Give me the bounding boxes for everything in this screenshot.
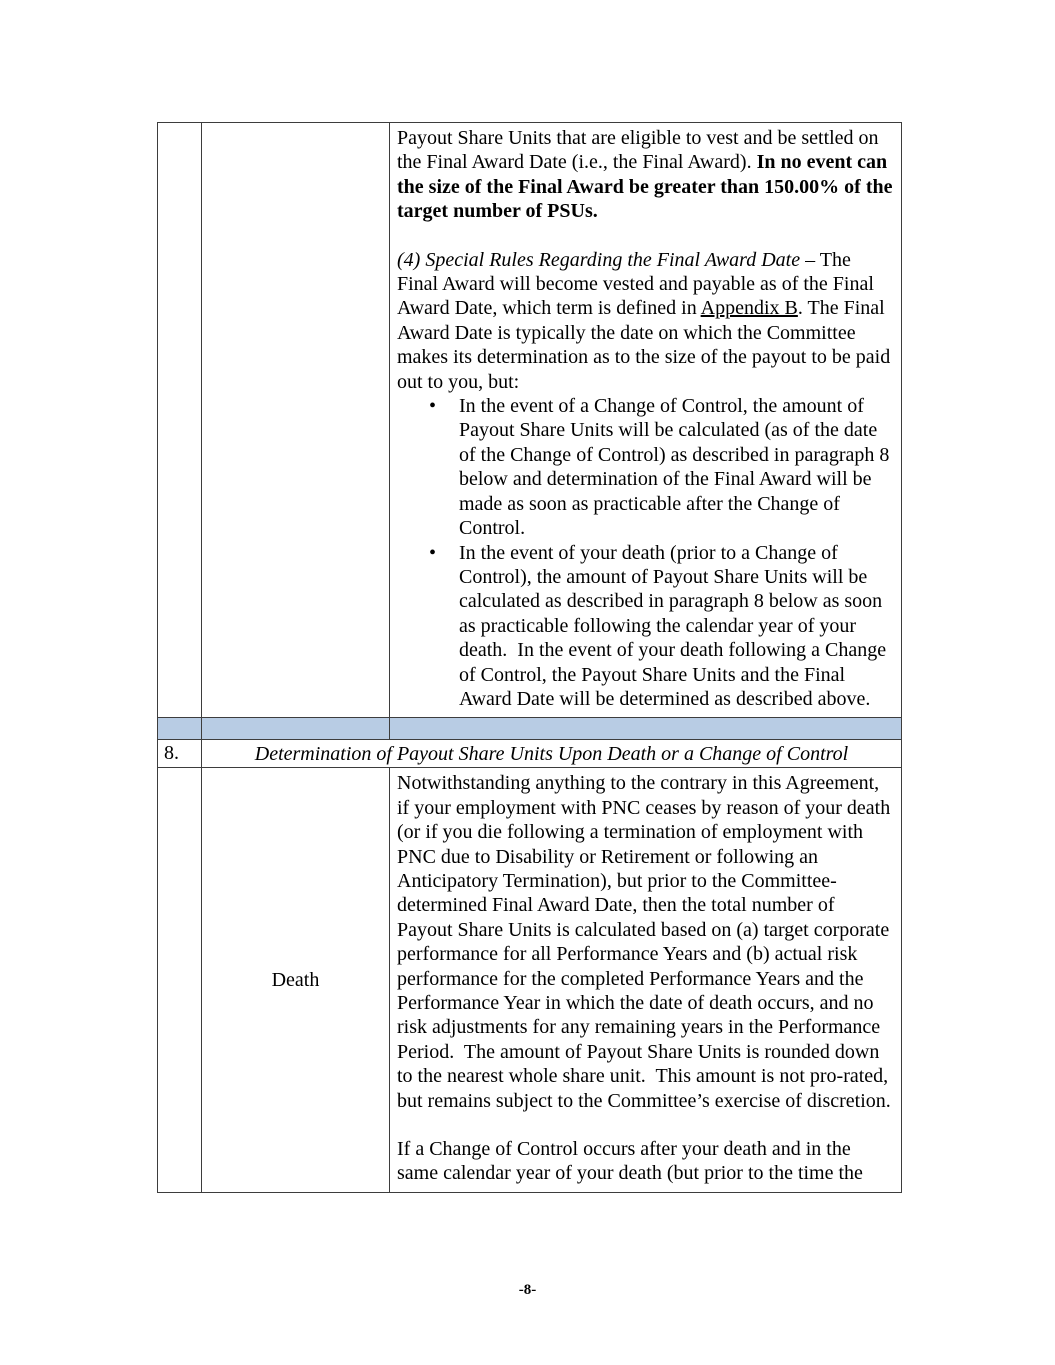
item-body-cell [390,123,902,718]
paragraph [397,771,896,1113]
item-number-cell [158,768,202,1193]
bullet-marker: • [429,395,437,418]
shaded-divider-row [158,718,902,740]
table-row-death [158,768,902,1193]
paragraph [397,1137,893,1186]
text-segment: Notwithstanding anything to the contrary in this Agreement, if your employment with PNC ceases by reason of your death (or if you die following a termination of employment with PNC due to Disability or Retirement or following an Anticipatory Termination), but prior to the Committee-determined Final Award Date, then the total number of Payout Share Units is calculated based on (a) target corporate performance for all Performance Years and (b) actual risk performance for the completed Performance Years and the Performance Year in which the date of death occurs, and no risk adjustments for any remaining years in the Performance Period. The amount of Payout Share Units is rounded down to the nearest whole share unit. This amount is not pro-rated, but remains subject to the Committee’s exercise of discretion. [397,772,896,1112]
section-number: 8. [158,740,202,768]
paragraph [397,248,896,394]
text-segment: – The Final Award will become vested and payable as of the Final Award Date, which term is defined in [397,248,878,320]
text-segment: Appendix B [700,297,798,320]
bullet-text [459,541,893,712]
death-body-cell [390,768,902,1193]
bullet-item [397,394,893,540]
section-header-row [158,740,902,768]
item-number-cell [158,123,202,718]
table-row-continuation [158,123,902,718]
text-segment: (4) Special Rules Regarding the Final Award Date [397,248,801,271]
text-segment: In no event can the size of the Final Award be greater than 150.00% of the target number of PSUs. [397,151,898,223]
paragraph [397,126,898,224]
text-segment: In the event of a Change of Control, the amount of Payout Share Units will be calculated (as of the date of the Change of Control) as described in paragraph 8 below and determination of the Final Award will be made as soon as practicable after the Change of Control. [459,395,895,540]
row-label-death: Death [202,768,390,1193]
text-segment: . The Final Award Date is typically the date on which the Committee makes its determination as to the size of the payout to be paid out to you, but: [397,297,896,393]
shaded-cell [202,718,390,740]
page-number: -8- [518,1282,537,1298]
bullet-item [397,541,893,712]
paragraph-spacer [397,1113,893,1137]
continuation-body-text [397,126,898,711]
bullet-marker: • [429,541,437,564]
shaded-cell [390,718,902,740]
section-title: Determination of Payout Share Units Upon Death or a Change of Control [202,740,902,768]
text-segment: Payout Share Units that are eligible to vest and be settled on the Final Award Date (i.e., the Final Award). [397,127,884,174]
item-label-cell [202,123,390,718]
text-segment: In the event of your death (prior to a Change of Control), the amount of Payout Share Units will be calculated as described in paragraph 8 below as soon as practicable following the calendar year of your death. In the event of your death following a Change of Control, the Payout Share Units and the Final Award Date will be determined as described above. [459,541,892,710]
text-segment: If a Change of Control occurs after your death and in the same calendar year of your death (but prior to the time the [397,1138,863,1185]
death-body-text [397,771,896,1186]
bullet-text [459,394,893,540]
shaded-cell [158,718,202,740]
agreement-table [157,122,902,1193]
paragraph-spacer [397,224,893,248]
